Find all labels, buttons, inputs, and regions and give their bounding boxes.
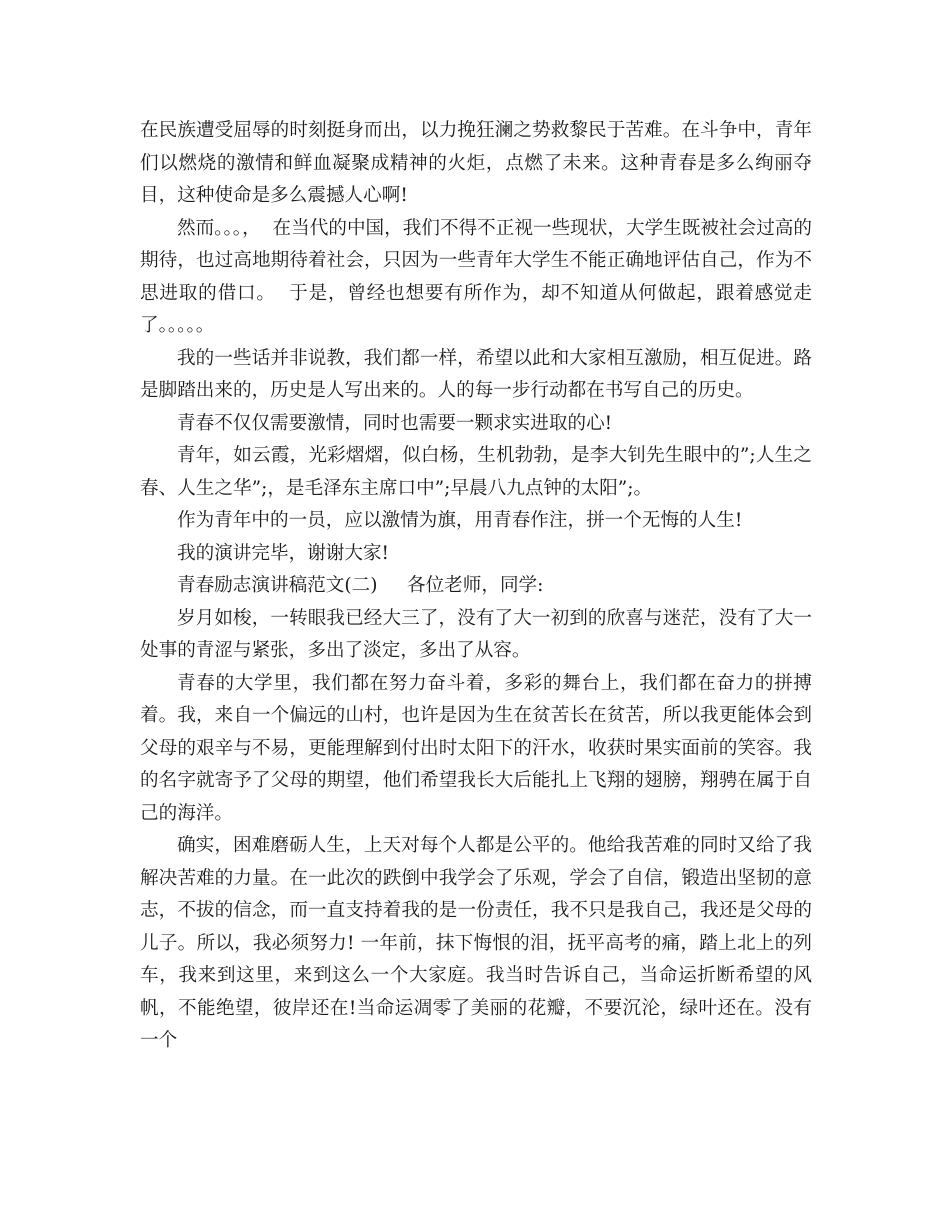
paragraph: 然而。。。， 在当代的中国，我们不得不正视一些现状，大学生既被社会过高的期待，也过高地期待着社会，只因为一些青年大学生不能正确地评估自己，作为不思进取的借口。 于是，曾经也想要有所作为，却不知道从何做起，跟着感觉走了。。。。。 bbox=[140, 217, 812, 336]
paragraph: 青春的大学里，我们都在努力奋斗着，多彩的舞台上，我们都在奋力的拼搏着。我，来自一个偏远的山村，也许是因为生在贫苦长在贫苦，所以我更能体会到父母的艰辛与不易，更能理解到付出时太阳下的汗水，收获时果实面前的笑容。我的名字就寄予了父母的期望，他们希望我长大后能扎上飞翔的翅膀，翔骋在属于自己的海洋。 bbox=[140, 672, 812, 824]
section-heading: 青春励志演讲稿范文(二) 各位老师，同学: bbox=[177, 575, 544, 596]
paragraph: 岁月如梭，一转眼我已经大三了，没有了大一初到的欣喜与迷茫，没有了大一处事的青涩与紧张，多出了淡定，多出了从容。 bbox=[140, 607, 812, 661]
paragraph: 我的一些话并非说教，我们都一样，希望以此和大家相互激励，相互促进。路是脚踏出来的，历史是人写出来的。人的每一步行动都在书写自己的历史。 bbox=[140, 347, 812, 401]
paragraph: 在民族遭受屈辱的时刻挺身而出，以力挽狂澜之势救黎民于苦难。在斗争中，青年们以燃烧的激情和鲜血凝聚成精神的火炬，点燃了未来。这种青春是多么绚丽夺目，这种使命是多么震撼人心啊! bbox=[140, 120, 812, 206]
paragraph: 青年，如云霞，光彩熠熠，似白杨，生机勃勃，是李大钊先生眼中的”;人生之春、人生之华”;，是毛泽东主席口中”;早晨八九点钟的太阳”;。 bbox=[140, 445, 812, 499]
paragraph: 我的演讲完毕，谢谢大家! bbox=[177, 542, 390, 564]
paragraph: 确实，困难磨砺人生，上天对每个人都是公平的。他给我苦难的同时又给了我解决苦难的力量。在一此次的跌倒中我学会了乐观，学会了自信，锻造出坚韧的意志，不拔的信念，而一直支持着我的是一份责任，我不只是我自己，我还是父母的儿子。所以，我必须努力! 一年前，抹下悔恨的泪，抚平高考的痛，踏上北上的列车，我来到这里，来到这么一个大家庭。我当时告诉自己，当命运折断希望的风帆，不能绝望，彼岸还在!当命运凋零了美丽的花瓣，不要沉沦，绿叶还在。没有一个 bbox=[140, 835, 812, 1051]
paragraph: 作为青年中的一员，应以激情为旗，用青春作注，拼一个无悔的人生! bbox=[177, 510, 743, 531]
document-body bbox=[140, 115, 812, 1058]
paragraph: 青春不仅仅需要激情，同时也需要一颗求实进取的心! bbox=[177, 412, 613, 434]
